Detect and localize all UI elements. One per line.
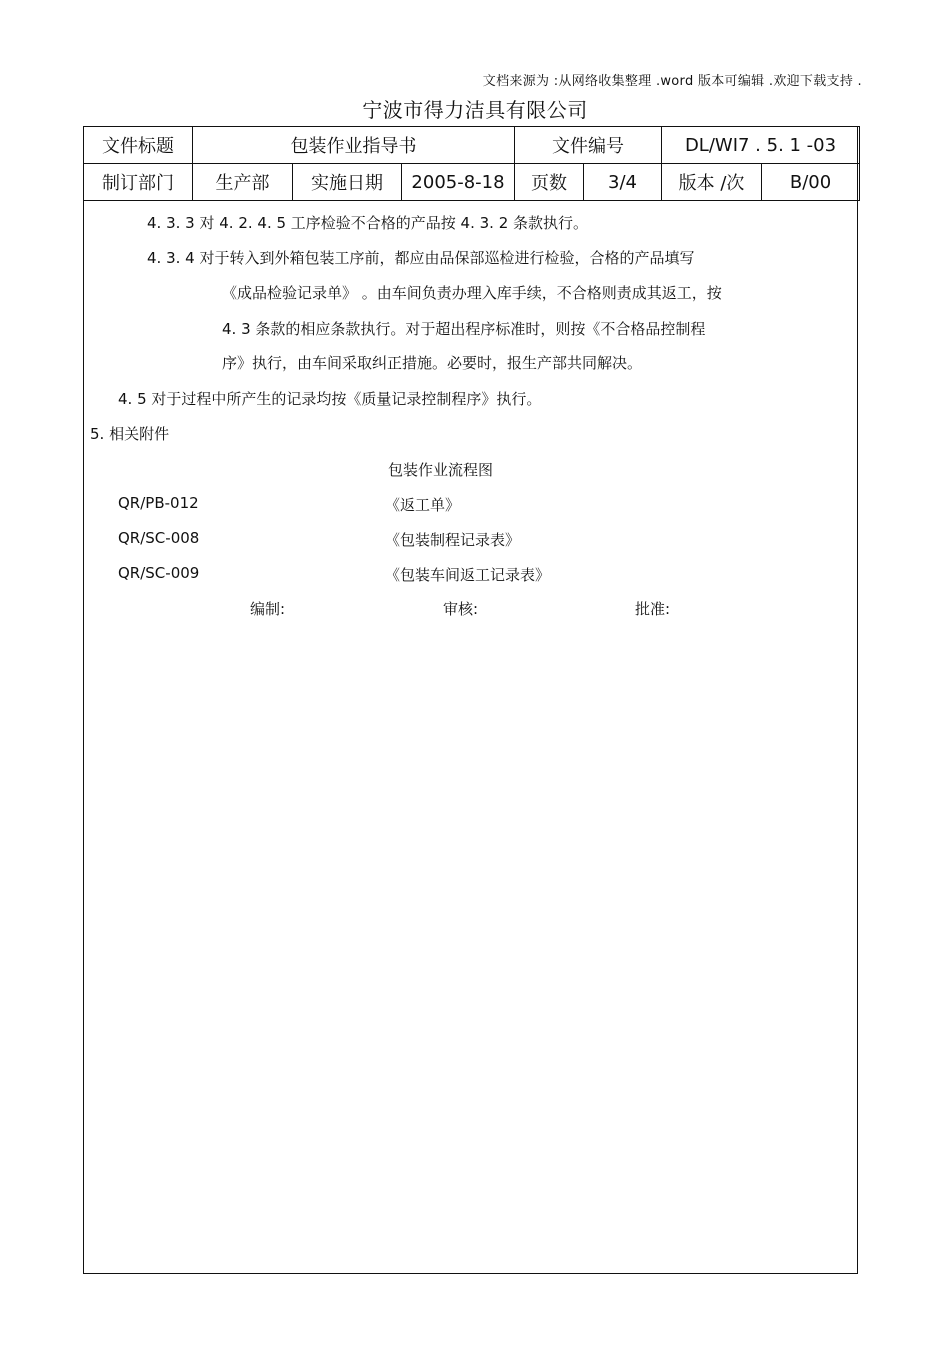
version-label: 版本 /次	[662, 164, 762, 201]
dept-value: 生产部	[193, 164, 293, 201]
compiled-by-label: 编制:	[250, 600, 286, 618]
clause-4-3-4-line4: 序》执行，由车间采取纠正措施。必要时，报生产部共同解决。	[222, 354, 643, 372]
attachment-name: 《包装车间返工记录表》	[385, 566, 551, 584]
company-name: 宁波市得力洁具有限公司	[362, 98, 588, 122]
clause-4-3-3: 4. 3. 3 对 4. 2. 4. 5 工序检验不合格的产品按 4. 3. 2 条款执行。	[147, 214, 589, 232]
version-value: B/00	[762, 164, 860, 201]
section-5-heading: 5. 相关附件	[90, 425, 170, 443]
header-row-title	[84, 127, 860, 164]
document-header-table	[83, 126, 860, 201]
date-value: 2005-8-18	[402, 164, 515, 201]
doc-title-label: 文件标题	[84, 127, 193, 164]
clause-4-5: 4. 5 对于过程中所产生的记录均按《质量记录控制程序》执行。	[118, 390, 542, 408]
attachment-code: QR/SC-009	[118, 564, 200, 582]
clause-4-3-4-line1: 4. 3. 4 对于转入到外箱包装工序前，都应由品保部巡检进行检验，合格的产品填写	[147, 249, 695, 267]
dept-label: 制订部门	[84, 164, 193, 201]
doc-number-value: DL/WI7 . 5. 1 -03	[662, 127, 860, 164]
clause-4-3-4-line2: 《成品检验记录单》 。由车间负责办理入库手续，不合格则责成其返工，按	[222, 284, 722, 302]
date-label: 实施日期	[293, 164, 402, 201]
attachment-code: QR/PB-012	[118, 494, 199, 512]
attachment-flowchart: 包装作业流程图	[388, 461, 494, 479]
header-row-meta	[84, 164, 860, 201]
approved-by-label: 批准:	[635, 600, 671, 618]
attachment-name: 《返工单》	[385, 496, 461, 514]
source-watermark: 文档来源为 :从网络收集整理 .word 版本可编辑 .欢迎下载支持 .	[482, 74, 862, 89]
attachment-name: 《包装制程记录表》	[385, 531, 521, 549]
attachment-code: QR/SC-008	[118, 529, 200, 547]
reviewed-by-label: 审核:	[443, 600, 479, 618]
doc-title-value: 包装作业指导书	[193, 127, 515, 164]
doc-number-label: 文件编号	[515, 127, 662, 164]
pages-value: 3/4	[584, 164, 662, 201]
pages-label: 页数	[515, 164, 584, 201]
clause-4-3-4-line3: 4. 3 条款的相应条款执行。对于超出程序标准时，则按《不合格品控制程	[222, 320, 706, 338]
